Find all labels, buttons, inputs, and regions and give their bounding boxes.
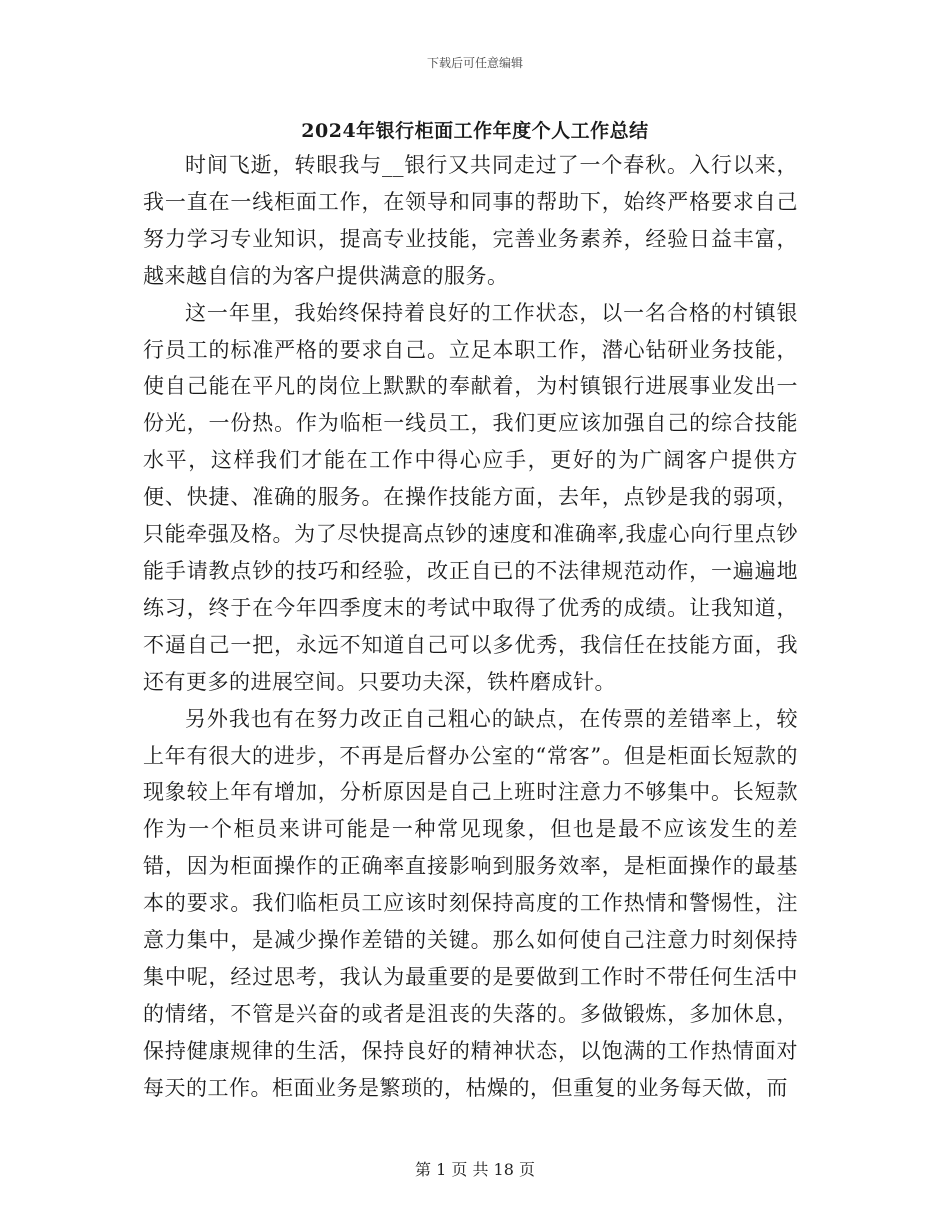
document-title: 2024年银行柜面工作年度个人工作总结	[301, 120, 649, 142]
paragraph: 时间飞逝，转眼我与__银行又共同走过了一个春秋。入行以来，我一直在一线柜面工作，在领导和同事的帮助下，始终严格要求自己努力学习专业知识，提高专业技能，完善业务素养，经验日益丰富，越来越自信的为客户提供满意的服务。	[143, 153, 798, 288]
paragraph: 另外我也有在努力改正自己粗心的缺点，在传票的差错率上，较上年有很大的进步，不再是后督办公室的“常客”。但是柜面长短款的现象较上年有增加，分析原因是自己上班时注意力不够集中。长短款作为一个柜员来讲可能是一种常见现象，但也是最不应该发生的差错，因为柜面操作的正确率直接影响到服务效率，是柜面操作的最基本的要求。我们临柜员工应该时刻保持高度的工作热情和警惕性，注意力集中，是减少操作差错的关键。那么如何使自己注意力时刻保持集中呢，经过思考，我认为最重要的是要做到工作时不带任何生活中的情绪，不管是兴奋的或者是沮丧的失落的。多做锻炼，多加休息，保持健康规律的生活，保持良好的精神状态，以饱满的工作热情面对每天的工作。柜面业务是繁琐的，枯燥的，但重复的业务每天做，而	[143, 706, 798, 1100]
page-number: 第 1 页 共 18 页	[415, 1160, 535, 1179]
document-body	[143, 147, 798, 1107]
paragraph: 这一年里，我始终保持着良好的工作状态，以一名合格的村镇银行员工的标准严格的要求自己。立足本职工作，潜心钻研业务技能，使自己能在平凡的岗位上默默的奉献着，为村镇银行进展事业发出一份光，一份热。作为临柜一线员工，我们更应该加强自己的综合技能水平，这样我们才能在工作中得心应手，更好的为广阔客户提供方便、快捷、准确的服务。在操作技能方面，去年，点钞是我的弱项，只能牵强及格。为了尽快提高点钞的速度和准确率,我虚心向行里点钞能手请教点钞的技巧和经验，改正自已的不法律规范动作，一遍遍地练习，终于在今年四季度末的考试中取得了优秀的成绩。让我知道，不逼自己一把，永远不知道自己可以多优秀，我信任在技能方面，我还有更多的进展空间。只要功夫深，铁杵磨成针。	[143, 300, 798, 694]
page-header-note: 下载后可任意编辑	[426, 56, 523, 70]
